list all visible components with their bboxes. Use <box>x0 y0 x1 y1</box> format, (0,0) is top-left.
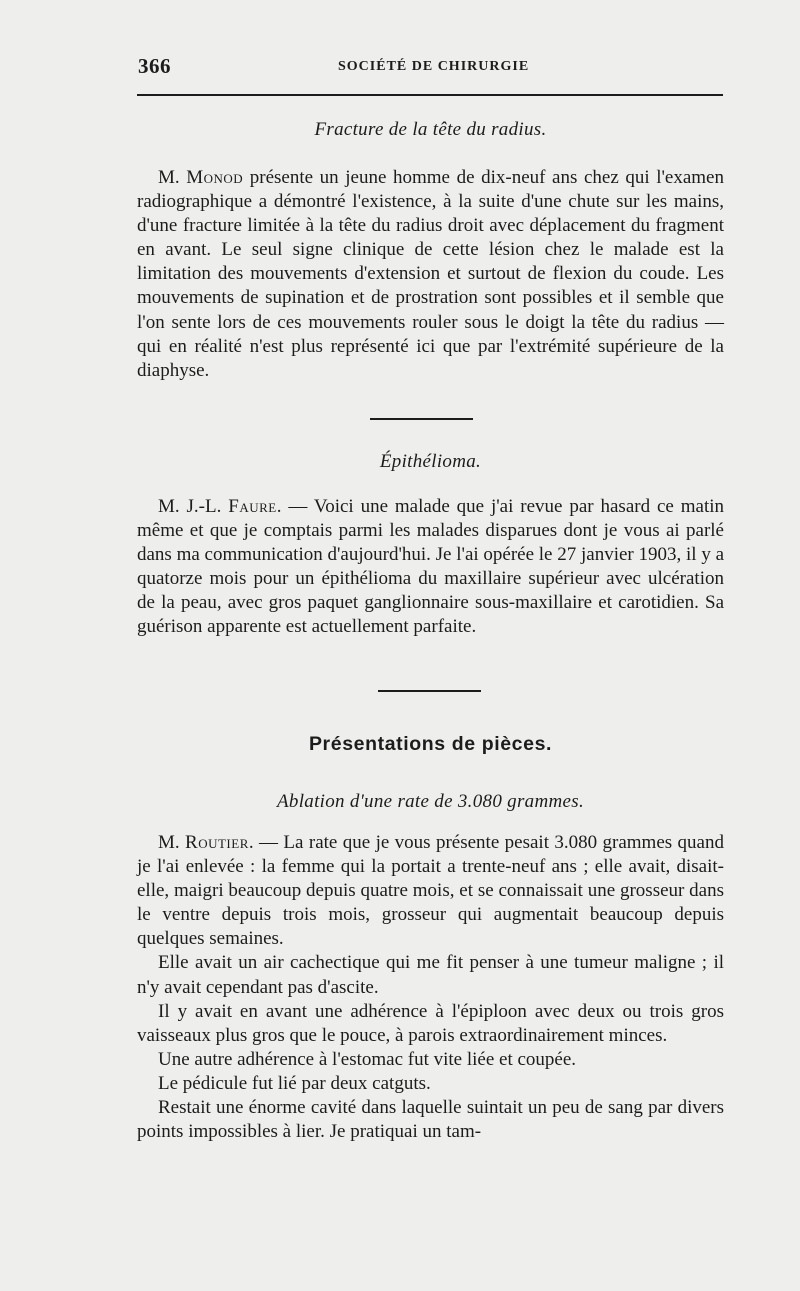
section-title-presentations: Présentations de pièces. <box>308 733 553 755</box>
speaker-name: Routier <box>185 832 249 853</box>
speaker-prefix: M. J.-L. <box>158 496 229 517</box>
speaker-prefix: M. <box>158 167 187 188</box>
paragraph: Une autre adhérence à l'estomac fut vite liée et coupée. <box>158 1048 577 1070</box>
section-divider <box>370 418 473 420</box>
paragraphs-routier <box>137 831 724 1144</box>
paragraph-text: . — Voici une malade que j'ai revue par hasard ce matin même et que je comptais parmi les malades disparues dont je vous ai parlé dans ma communication d'aujourd'hui. Je l'ai opérée le 27 janvier 1903, il y a quatorze mois pour un épithélioma du maxillaire supérieur avec ulcération de la peau, avec gros paquet ganglionnaire sous-maxillaire et carotidien. Sa guérison apparente est actuellement parfaite. <box>137 496 725 638</box>
speaker-name: Faure <box>228 496 277 517</box>
section-title-epithelioma: Épithélioma. <box>379 451 482 472</box>
header-rule <box>137 94 723 96</box>
section-divider <box>378 690 481 692</box>
paragraph: Le pédicule fut lié par deux catguts. <box>158 1072 431 1094</box>
paragraph-text: présente un jeune homme de dix-neuf ans chez qui l'examen radiographique a démontré l'existence, à la suite d'une chute sur les mains, d'une fracture limitée à la tête du radius droit avec déplacement du fragment en avant. Le seul signe clinique de cette lésion chez le malade est la limitation des mouvements d'extension et surtout de flexion du coude. Les mouvements de supination et de prostration sont possibles et il semble que l'on sente lors de ces mouvements rouler sous le doigt la tête du radius — qui en réalité n'est plus représenté ici que par l'extrémité supérieure de la diaphyse. <box>137 167 724 381</box>
paragraph-faure <box>137 495 724 640</box>
speaker-prefix: M. <box>158 832 186 853</box>
running-title: SOCIÉTÉ DE CHIRURGIE <box>338 59 530 74</box>
section-title-fracture: Fracture de la tête du radius. <box>314 119 547 140</box>
subsection-title-ablation: Ablation d'une rate de 3.080 grammes. <box>277 791 584 812</box>
paragraph: Il y avait en avant une adhérence à l'épiploon avec deux ou trois gros vaisseaux plus gros que le pouce, à parois extraordinairement minces. <box>137 1000 724 1046</box>
page-number: 366 <box>138 54 171 78</box>
paragraph: Elle avait un air cachectique qui me fit penser à une tumeur maligne ; il n'y avait cependant pas d'ascite. <box>137 952 724 998</box>
paragraph-text: . — La rate que je vous présente pesait 3.080 grammes quand je l'ai enlevée : la femme qui la portait a trente-neuf ans ; elle avait, disait-elle, maigri beaucoup depuis quatre mois, et se connaissait une grosseur dans le ventre depuis trois mois, grosseur qui augmentait beaucoup depuis quelques semaines. <box>137 832 724 950</box>
speaker-name: Monod <box>186 167 244 188</box>
running-head <box>138 54 724 84</box>
paragraph: Restait une énorme cavité dans laquelle suintait un peu de sang par divers points impossibles à lier. Je pratiquai un tam- <box>137 1097 724 1143</box>
paragraph <box>137 831 724 951</box>
paragraph-monod <box>137 166 724 383</box>
